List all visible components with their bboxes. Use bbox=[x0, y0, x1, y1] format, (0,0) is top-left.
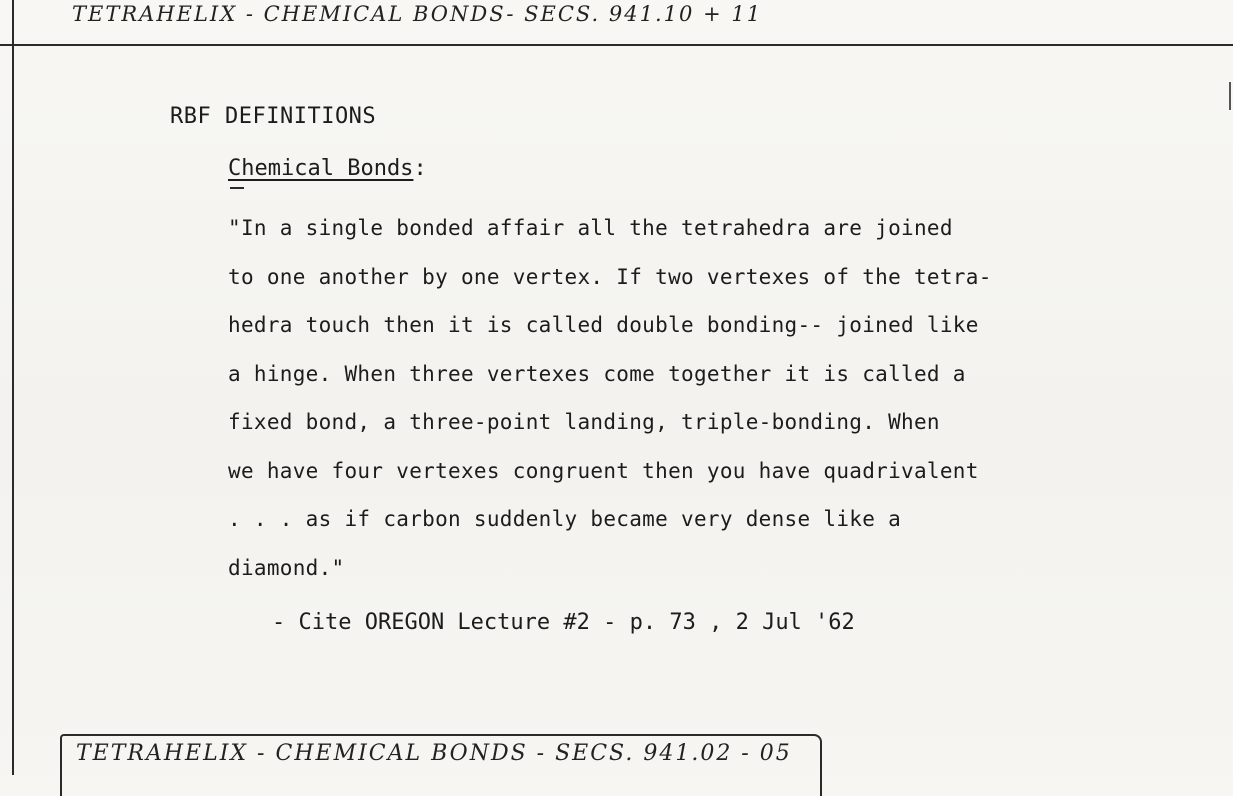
subheading-label: Chemical Bonds bbox=[228, 156, 414, 181]
section-heading: RBF DEFINITIONS bbox=[170, 104, 377, 129]
footer-handwritten-note: TETRAHELIX - CHEMICAL BONDS - SECS. 941.02 - 05 bbox=[76, 741, 792, 766]
quote-line: we have four vertexes congruent then you have quadrivalent bbox=[228, 458, 979, 483]
quote-line: . . . as if carbon suddenly became very dense like a bbox=[228, 507, 902, 531]
quote-line: "In a single bonded affair all the tetrahedra are joined bbox=[228, 216, 953, 240]
subheading bbox=[228, 156, 427, 181]
quote-line: to one another by one vertex. If two vertexes of the tetra- bbox=[228, 264, 992, 289]
definition-quote bbox=[228, 204, 1128, 592]
right-edge-mark bbox=[1229, 82, 1231, 110]
header-divider-line bbox=[12, 44, 1233, 46]
quote-line: hedra touch then it is called double bonding-- joined like bbox=[228, 313, 979, 337]
subheading-colon: : bbox=[413, 156, 427, 181]
subheading-dash-mark bbox=[230, 187, 244, 189]
citation: - Cite OREGON Lecture #2 - p. 73 , 2 Jul '62 bbox=[272, 610, 855, 635]
header-handwritten-note: TETRAHELIX - CHEMICAL BONDS- SECS. 941.10 + 11 bbox=[72, 2, 763, 26]
quote-line: a hinge. When three vertexes come together it is called a bbox=[228, 361, 966, 386]
quote-line: fixed bond, a three-point landing, triple-bonding. When bbox=[228, 410, 940, 434]
left-border-line bbox=[12, 0, 14, 775]
quote-line: diamond." bbox=[228, 555, 345, 580]
